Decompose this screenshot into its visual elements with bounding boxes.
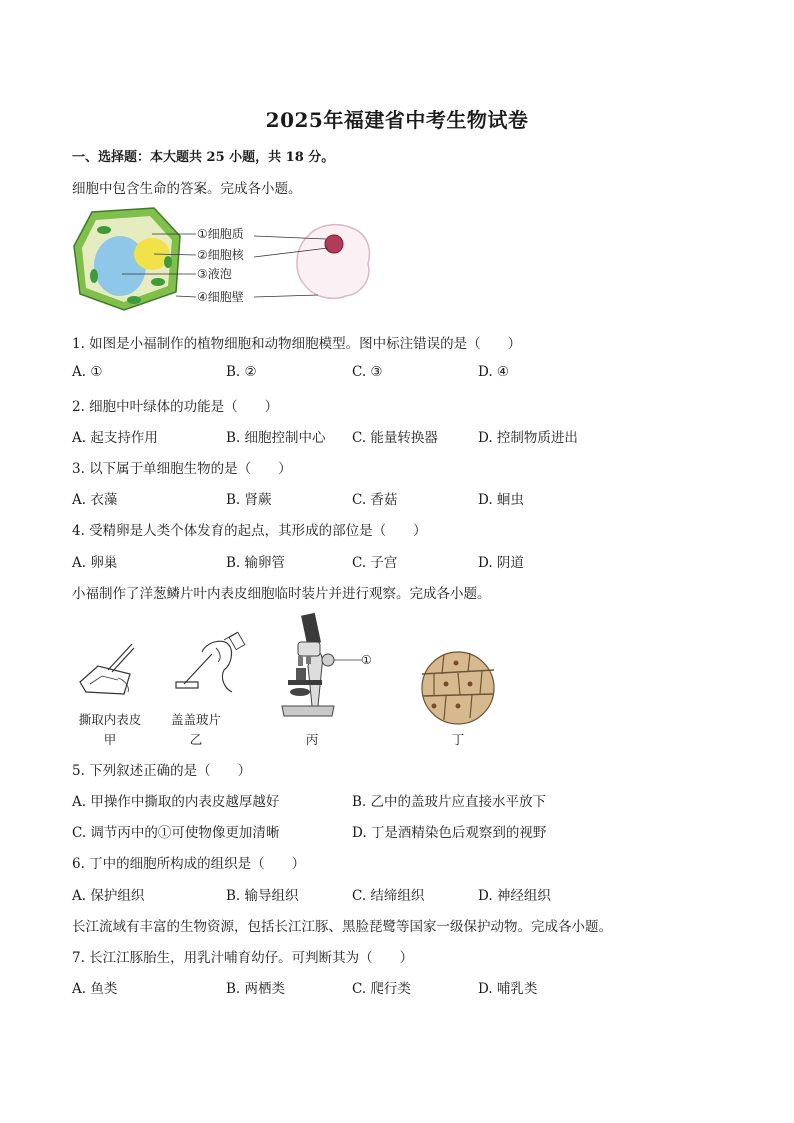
page-title: 2025年福建省中考生物试卷 [265,108,529,132]
step-peel-illustration [80,644,134,694]
question-1: 1. 如图是小福制作的植物细胞和动物细胞模型。图中标注错误的是（ ） [72,336,522,352]
question-2: 2. 细胞中叶绿体的功能是（ ） [72,399,279,415]
q7-option-d: D. 哺乳类 [478,981,538,997]
q4-option-a: A. 卵巢 [72,555,118,571]
q7-option-a: A. 鱼类 [72,981,118,997]
chloroplast [164,256,172,268]
caption-coverslip: 盖盖玻片 [170,712,221,727]
intro-onion: 小福制作了洋葱鳞片叶内表皮细胞临时装片并进行观察。完成各小题。 [72,586,491,602]
question-5: 5. 下列叙述正确的是（ ） [72,763,252,779]
q4-option-d: D. 阴道 [478,555,524,571]
label-cytoplasm: ①细胞质 [197,227,244,241]
q5-option-d: D. 丁是酒精染色后观察到的视野 [352,825,547,841]
label-cell-wall: ④细胞壁 [197,290,244,304]
q2-option-d: D. 控制物质进出 [478,430,578,446]
q4-option-b: B. 输卵管 [226,555,286,571]
section-heading: 一、选择题：本大题共 25 小题，共 18 分。 [72,150,335,165]
caption-jia: 甲 [103,732,117,747]
q5-option-c: C. 调节丙中的①可使物像更加清晰 [72,825,280,841]
chloroplast [97,226,111,234]
microscope-illustration [282,613,372,716]
q2-option-b: B. 细胞控制中心 [226,430,326,446]
q7-option-b: B. 两栖类 [226,981,286,997]
question-6: 6. 丁中的细胞所构成的组织是（ ） [72,856,306,872]
q1-option-b: B. ② [226,364,257,380]
chloroplast [127,296,141,304]
step-coverslip-illustration [176,632,245,692]
cell-model-figure [72,206,382,314]
q6-option-d: D. 神经组织 [478,888,551,904]
q3-option-a: A. 衣藻 [72,492,118,508]
chloroplast [151,278,165,286]
q5-option-b: B. 乙中的盖玻片应直接水平放下 [352,794,547,810]
q2-option-c: C. 能量转换器 [352,430,438,446]
q3-option-b: B. 肾蕨 [226,492,272,508]
q3-option-d: D. 蛔虫 [478,492,524,508]
q1-option-d: D. ④ [478,364,510,380]
q6-option-b: B. 输导组织 [226,888,299,904]
microscope-marker: ① [361,653,372,667]
caption-bing: 丙 [305,732,319,747]
caption-ding: 丁 [451,732,465,747]
onion-cells-view [422,652,494,724]
q4-option-c: C. 子宫 [352,555,398,571]
chloroplast [90,269,98,283]
q2-option-a: A. 起支持作用 [72,430,158,446]
question-3: 3. 以下属于单细胞生物的是（ ） [72,461,292,477]
q5-option-a: A. 甲操作中撕取的内表皮越厚越好 [72,794,280,810]
intro-cells: 细胞中包含生命的答案。完成各小题。 [72,181,302,197]
caption-peel: 撕取内表皮 [78,712,142,727]
q3-option-c: C. 香菇 [352,492,398,508]
caption-yi: 乙 [189,732,203,747]
intro-yangtze: 长江流域有丰富的生物资源，包括长江江豚、黑脸琵鹭等国家一级保护动物。完成各小题。 [72,919,612,935]
slide-prep-figure [72,608,512,726]
q6-option-a: A. 保护组织 [72,888,145,904]
q1-option-c: C. ③ [352,364,383,380]
q7-option-c: C. 爬行类 [352,981,411,997]
label-vacuole: ③液泡 [197,267,232,281]
question-7: 7. 长江江豚胎生，用乳汁哺育幼仔。可判断其为（ ） [72,950,414,966]
question-4: 4. 受精卵是人类个体发育的起点，其形成的部位是（ ） [72,523,427,539]
q1-option-a: A. ① [72,364,103,380]
label-nucleus: ②细胞核 [197,248,244,262]
q6-option-c: C. 结缔组织 [352,888,425,904]
animal-nucleus [325,235,343,253]
